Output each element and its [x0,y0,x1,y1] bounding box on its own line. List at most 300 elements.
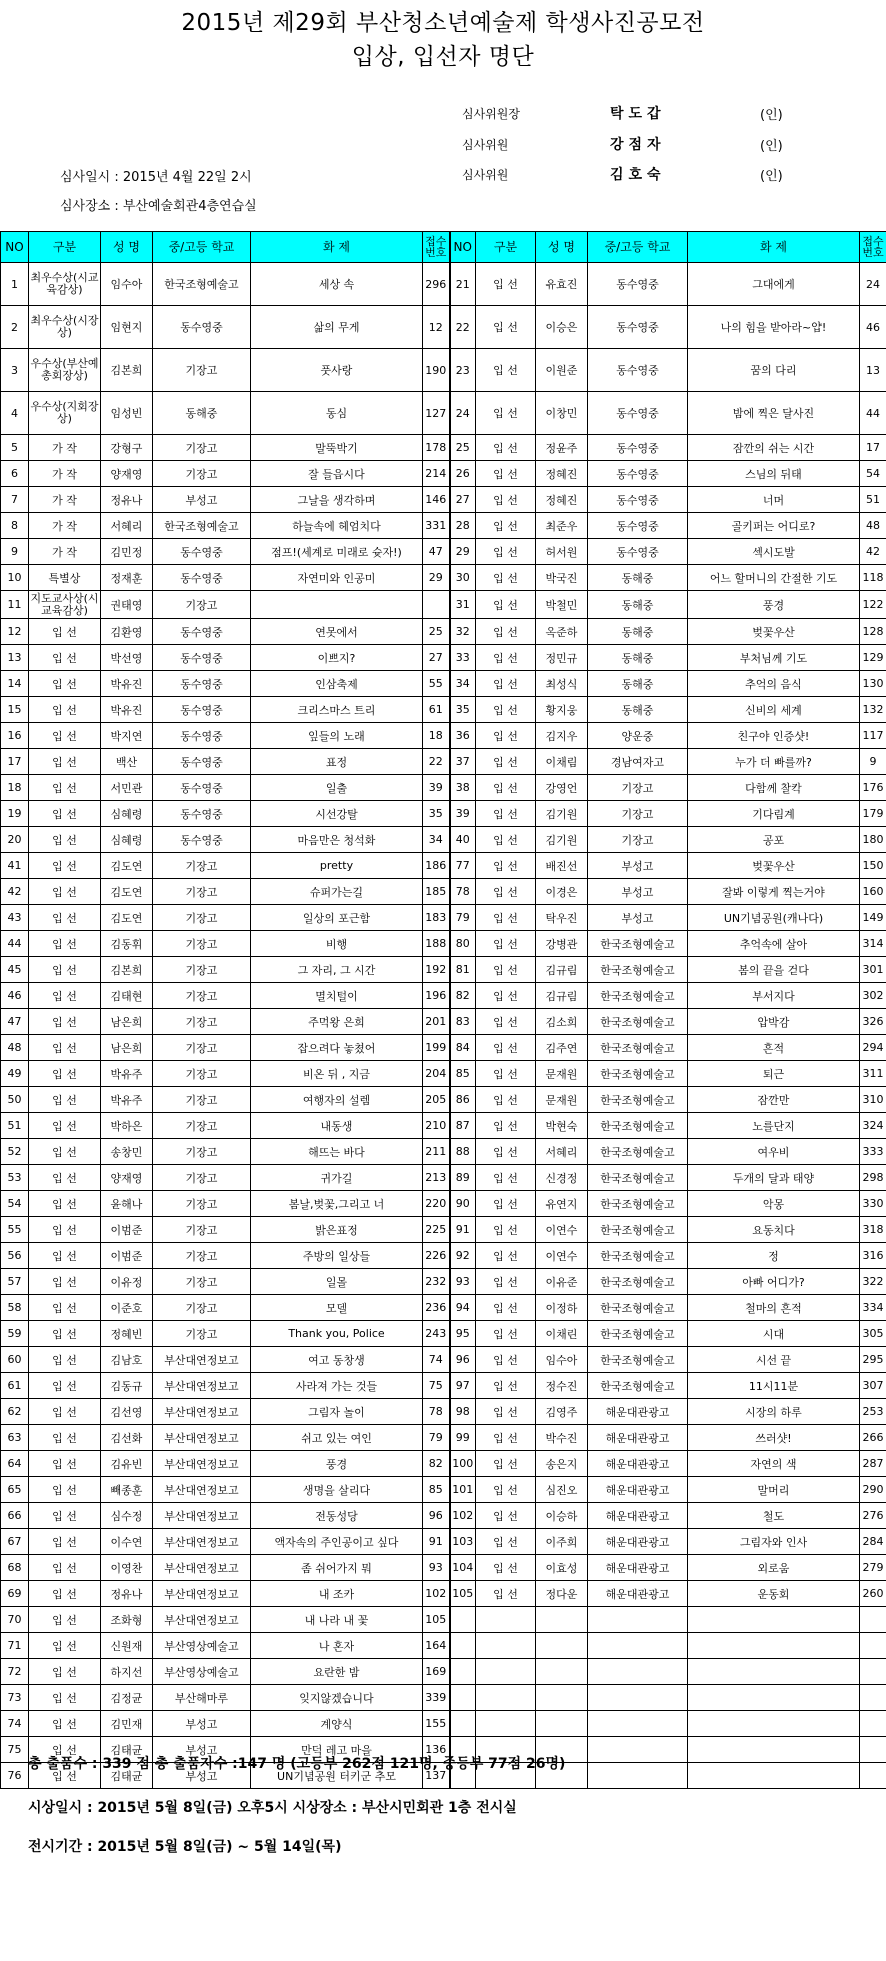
cell-category: 입 선 [29,1321,101,1347]
judge-role-3: 심사위원 [462,168,509,182]
cell-no: 43 [1,905,29,931]
cell-name: 권태영 [101,591,153,619]
cell-school: 기장고 [153,1009,251,1035]
cell-title: 스님의 뒤태 [688,461,860,487]
cell-category: 입 선 [476,957,536,983]
header-school: 중/고등 학교 [153,232,251,263]
cell-category: 우수상(지회장상) [29,392,101,435]
cell-category: 입 선 [29,1009,101,1035]
cell-entry-number: 326 [860,1009,886,1035]
cell-no: 100 [450,1451,476,1477]
cell-name: 김규림 [536,957,588,983]
cell-entry-number: 276 [860,1503,886,1529]
table-row [1,749,886,775]
cell-name: 문재원 [536,1087,588,1113]
cell-entry-number: 185 [423,879,450,905]
cell-no: 91 [450,1217,476,1243]
cell-title: 쓰러샷! [688,1425,860,1451]
cell-no: 86 [450,1087,476,1113]
cell-entry-number: 266 [860,1425,886,1451]
table-row [1,565,886,591]
cell-no: 11 [1,591,29,619]
cell-category: 입 선 [29,1711,101,1737]
judge-role-2: 심사위원 [462,138,509,152]
cell-title: 잡으려다 놓쳤어 [251,1035,423,1061]
cell-category: 입 선 [476,1503,536,1529]
table-row [1,1191,886,1217]
table-row [1,1685,886,1711]
cell-category: 가 작 [29,461,101,487]
cell-title: 퇴근 [688,1061,860,1087]
cell-title: 여우비 [688,1139,860,1165]
cell-school: 양운중 [588,723,688,749]
cell-category: 입 선 [29,905,101,931]
cell-title: 밤에 찍은 달사진 [688,392,860,435]
cell-title [688,1711,860,1737]
cell-school: 한국조형예술고 [588,1113,688,1139]
cell-entry-number [860,1685,886,1711]
table-row [1,1373,886,1399]
cell-title: 점프!(세계로 미래로 슛자!) [251,539,423,565]
cell-school: 기장고 [153,853,251,879]
cell-entry-number: 39 [423,775,450,801]
cell-no: 45 [1,957,29,983]
table-row [1,619,886,645]
cell-category: 입 선 [476,1191,536,1217]
cell-entry-number: 294 [860,1035,886,1061]
cell-title: 어느 할머니의 간절한 기도 [688,565,860,591]
cell-title: 다함께 찰칵 [688,775,860,801]
cell-category: 입 선 [29,1659,101,1685]
cell-school: 기장고 [153,435,251,461]
cell-no: 15 [1,697,29,723]
cell-school: 한국조형예술고 [588,1321,688,1347]
cell-name: 양재영 [101,1165,153,1191]
cell-category: 입 선 [476,1061,536,1087]
header-title: 화 제 [251,232,423,263]
cell-no: 99 [450,1425,476,1451]
table-row [1,983,886,1009]
cell-school: 한국조형예술고 [588,1373,688,1399]
cell-name: 심혜령 [101,827,153,853]
cell-school: 동수영중 [153,697,251,723]
cell-entry-number: 196 [423,983,450,1009]
cell-school: 기장고 [153,349,251,392]
cell-category: 입 선 [476,263,536,306]
cell-category: 입 선 [29,1217,101,1243]
table-row [1,1581,886,1607]
cell-entry-number: 46 [860,306,886,349]
cell-name: 박선영 [101,645,153,671]
cell-name: 박유주 [101,1061,153,1087]
cell-no: 81 [450,957,476,983]
cell-entry-number: 211 [423,1139,450,1165]
cell-category: 입 선 [29,1243,101,1269]
cell-category: 가 작 [29,487,101,513]
cell-name: 백산 [101,749,153,775]
cell-entry-number: 205 [423,1087,450,1113]
cell-entry-number [860,1711,886,1737]
cell-title: 철마의 흔적 [688,1295,860,1321]
cell-title: 주방의 일상들 [251,1243,423,1269]
cell-school: 기장고 [153,1217,251,1243]
cell-title: 압박감 [688,1009,860,1035]
cell-school: 부산대연정보고 [153,1399,251,1425]
cell-no: 8 [1,513,29,539]
cell-name: 박지연 [101,723,153,749]
cell-category: 입 선 [29,1529,101,1555]
cell-school: 부산영상예술고 [153,1659,251,1685]
cell-entry-number: 186 [423,853,450,879]
cell-no: 97 [450,1373,476,1399]
cell-title: 부처님께 기도 [688,645,860,671]
cell-category: 입 선 [29,1165,101,1191]
table-row [1,1477,886,1503]
cell-name [536,1711,588,1737]
cell-category [476,1711,536,1737]
table-row [1,513,886,539]
cell-name: 김남호 [101,1347,153,1373]
cell-title: 잊지않겠습니다 [251,1685,423,1711]
cell-school: 부성고 [588,879,688,905]
cell-name: 하지선 [101,1659,153,1685]
cell-name: 김태현 [101,983,153,1009]
cell-name: 이준호 [101,1295,153,1321]
table-row [1,957,886,983]
cell-name: 서혜리 [536,1139,588,1165]
cell-category: 최우수상(시교육감상) [29,263,101,306]
cell-name: 이승하 [536,1503,588,1529]
cell-school: 동수영중 [588,349,688,392]
cell-title: 벚꽃우산 [688,853,860,879]
cell-category: 입 선 [476,1451,536,1477]
cell-no: 79 [450,905,476,931]
cell-school: 동해중 [588,645,688,671]
cell-school: 한국조형예술고 [153,263,251,306]
cell-name: 박유진 [101,697,153,723]
awards-table [0,231,886,1789]
cell-category: 입 선 [476,1581,536,1607]
cell-school: 해운대관광고 [588,1425,688,1451]
cell-entry-number: 122 [860,591,886,619]
cell-category: 입 선 [476,931,536,957]
header-category: 구분 [29,232,101,263]
cell-title: 철도 [688,1503,860,1529]
cell-category: 입 선 [29,1633,101,1659]
cell-name: 이유준 [536,1269,588,1295]
cell-title: 여행자의 설렘 [251,1087,423,1113]
cell-school: 동해중 [588,565,688,591]
cell-school: 기장고 [153,879,251,905]
cell-category: 입 선 [29,671,101,697]
cell-name: 이연수 [536,1243,588,1269]
header-entry-number: 접수번호 [423,232,450,263]
cell-no: 65 [1,1477,29,1503]
cell-name: 박유주 [101,1087,153,1113]
cell-category: 입 선 [476,1477,536,1503]
cell-school: 동수영중 [588,513,688,539]
cell-title: 외로움 [688,1555,860,1581]
cell-entry-number: 150 [860,853,886,879]
cell-title: 비온 뒤 , 지금 [251,1061,423,1087]
cell-school: 부산대연정보고 [153,1451,251,1477]
header-no: NO [1,232,29,263]
cell-school: 부산대연정보고 [153,1477,251,1503]
table-row [1,1607,886,1633]
cell-title: 풍경 [251,1451,423,1477]
cell-category: 입 선 [29,1503,101,1529]
cell-name: 이영찬 [101,1555,153,1581]
cell-name: 김도연 [101,853,153,879]
table-row [1,1659,886,1685]
cell-no: 69 [1,1581,29,1607]
cell-entry-number: 339 [423,1685,450,1711]
cell-entry-number: 91 [423,1529,450,1555]
cell-title: 슈퍼가는길 [251,879,423,905]
cell-entry-number: 232 [423,1269,450,1295]
cell-name: 정혜진 [536,461,588,487]
cell-category: 입 선 [476,392,536,435]
cell-no: 68 [1,1555,29,1581]
header-entry-number: 접수번호 [860,232,886,263]
cell-category: 입 선 [29,1607,101,1633]
cell-title: 사라져 가는 것들 [251,1373,423,1399]
cell-name: 김동휘 [101,931,153,957]
table-row [1,671,886,697]
cell-category [476,1685,536,1711]
cell-name: 박유진 [101,671,153,697]
cell-school: 동해중 [588,591,688,619]
cell-no: 70 [1,1607,29,1633]
cell-title: 전동성당 [251,1503,423,1529]
cell-school: 동수영중 [153,619,251,645]
cell-name: 이승은 [536,306,588,349]
cell-entry-number: 201 [423,1009,450,1035]
cell-title [688,1607,860,1633]
cell-name: 임성빈 [101,392,153,435]
cell-entry-number: 79 [423,1425,450,1451]
cell-category: 입 선 [476,645,536,671]
cell-title: 귀가길 [251,1165,423,1191]
cell-no: 88 [450,1139,476,1165]
cell-name: 김도연 [101,879,153,905]
cell-name: 김태균 [101,1737,153,1763]
cell-entry-number: 176 [860,775,886,801]
cell-school: 한국조형예술고 [588,1165,688,1191]
cell-school: 기장고 [588,775,688,801]
cell-category: 입 선 [29,1373,101,1399]
cell-category: 입 선 [29,645,101,671]
cell-title: 여고 동창생 [251,1347,423,1373]
cell-category: 입 선 [476,853,536,879]
cell-no: 25 [450,435,476,461]
cell-school: 한국조형예술고 [588,1243,688,1269]
cell-title: 11시11분 [688,1373,860,1399]
cell-title: 봄날,벚꽃,그리고 너 [251,1191,423,1217]
cell-category: 입 선 [476,905,536,931]
cell-school: 기장고 [153,1035,251,1061]
cell-category [476,1659,536,1685]
cell-name: 정재훈 [101,565,153,591]
cell-school: 동수영중 [153,565,251,591]
cell-title: 말뚝박기 [251,435,423,461]
cell-name: 김태균 [101,1763,153,1789]
cell-category: 입 선 [29,697,101,723]
table-row [1,539,886,565]
cell-no: 72 [1,1659,29,1685]
cell-school: 한국조형예술고 [588,1087,688,1113]
cell-no: 1 [1,263,29,306]
cell-entry-number: 302 [860,983,886,1009]
cell-category: 입 선 [29,775,101,801]
cell-category: 입 선 [29,957,101,983]
cell-no: 37 [450,749,476,775]
judging-date: 심사일시 : 2015년 4월 22일 2시 [60,170,252,185]
cell-entry-number: 322 [860,1269,886,1295]
cell-name: 정혜빈 [101,1321,153,1347]
cell-name: 심진오 [536,1477,588,1503]
cell-entry-number: 301 [860,957,886,983]
cell-name: 박하은 [101,1113,153,1139]
cell-title: 골키퍼는 어디로? [688,513,860,539]
cell-entry-number: 290 [860,1477,886,1503]
cell-school: 해운대관광고 [588,1529,688,1555]
cell-no: 58 [1,1295,29,1321]
cell-title: 정 [688,1243,860,1269]
cell-entry-number [860,1763,886,1789]
cell-school: 기장고 [153,461,251,487]
cell-entry-number: 287 [860,1451,886,1477]
cell-category: 입 선 [476,749,536,775]
cell-title: 크리스마스 트리 [251,697,423,723]
cell-name: 김환영 [101,619,153,645]
cell-school: 부산대연정보고 [153,1529,251,1555]
table-row [1,1633,886,1659]
cell-entry-number: 42 [860,539,886,565]
cell-no: 24 [450,392,476,435]
cell-name: 이효성 [536,1555,588,1581]
cell-no: 83 [450,1009,476,1035]
cell-no: 95 [450,1321,476,1347]
cell-school: 해운대관광고 [588,1399,688,1425]
cell-category: 입 선 [476,1217,536,1243]
table-row [1,931,886,957]
cell-category: 입 선 [29,1399,101,1425]
cell-school: 동수영중 [588,487,688,513]
table-row [1,461,886,487]
cell-school: 기장고 [153,1113,251,1139]
cell-title: 추억속에 살아 [688,931,860,957]
cell-school: 부성고 [153,1763,251,1789]
cell-school: 한국조형예술고 [588,1035,688,1061]
cell-entry-number: 183 [423,905,450,931]
cell-entry-number: 190 [423,349,450,392]
cell-entry-number: 331 [423,513,450,539]
cell-category: 입 선 [476,1035,536,1061]
cell-name: 남은희 [101,1009,153,1035]
cell-school: 기장고 [153,931,251,957]
cell-title: 멸치털이 [251,983,423,1009]
cell-entry-number: 307 [860,1373,886,1399]
cell-school: 한국조형예술고 [588,1009,688,1035]
cell-school: 한국조형예술고 [588,1269,688,1295]
cell-title: 운동회 [688,1581,860,1607]
cell-title: 풋사랑 [251,349,423,392]
table-row [1,827,886,853]
table-row [1,697,886,723]
table-row [1,1295,886,1321]
cell-category: 우수상(부산예총회장상) [29,349,101,392]
cell-school: 부산영상예술고 [153,1633,251,1659]
cell-entry-number: 22 [423,749,450,775]
cell-category: 입 선 [476,723,536,749]
cell-school: 기장고 [153,905,251,931]
cell-entry-number: 155 [423,1711,450,1737]
cell-name: 임수아 [101,263,153,306]
header-name: 성 명 [536,232,588,263]
cell-entry-number: 188 [423,931,450,957]
cell-title: 악몽 [688,1191,860,1217]
table-row [1,1009,886,1035]
cell-title: 일몰 [251,1269,423,1295]
cell-school: 부성고 [588,853,688,879]
cell-no: 49 [1,1061,29,1087]
cell-title: 벚꽃우산 [688,619,860,645]
cell-title: 마음만은 청석화 [251,827,423,853]
cell-entry-number: 118 [860,565,886,591]
cell-no: 10 [1,565,29,591]
cell-entry-number: 130 [860,671,886,697]
cell-name: 이정하 [536,1295,588,1321]
cell-no: 51 [1,1113,29,1139]
cell-name: 심수정 [101,1503,153,1529]
cell-entry-number: 179 [860,801,886,827]
cell-name: 서혜리 [101,513,153,539]
cell-name [536,1633,588,1659]
cell-name: 송은지 [536,1451,588,1477]
cell-entry-number [860,1633,886,1659]
cell-no: 3 [1,349,29,392]
cell-name: 정윤주 [536,435,588,461]
cell-entry-number: 333 [860,1139,886,1165]
table-row [1,1217,886,1243]
cell-title: 그림자와 인사 [688,1529,860,1555]
cell-school: 한국조형예술고 [588,1347,688,1373]
cell-school: 동수영중 [153,645,251,671]
cell-category: 입 선 [29,1425,101,1451]
header-category: 구분 [476,232,536,263]
table-header-row [1,232,886,263]
cell-name: 정혜진 [536,487,588,513]
cell-title: 연못에서 [251,619,423,645]
cell-school: 부산대연정보고 [153,1607,251,1633]
cell-school: 해운대관광고 [588,1555,688,1581]
cell-no: 22 [450,306,476,349]
cell-entry-number: 44 [860,392,886,435]
cell-entry-number: 334 [860,1295,886,1321]
cell-school: 기장고 [153,1191,251,1217]
cell-category: 입 선 [476,1425,536,1451]
cell-entry-number: 314 [860,931,886,957]
cell-no: 44 [1,931,29,957]
cell-title: 섹시도발 [688,539,860,565]
table-row [1,1139,886,1165]
cell-name: 김본희 [101,349,153,392]
cell-school: 동수영중 [153,671,251,697]
cell-name: 이범준 [101,1217,153,1243]
cell-title: 꿈의 다리 [688,349,860,392]
cell-title: 시대 [688,1321,860,1347]
